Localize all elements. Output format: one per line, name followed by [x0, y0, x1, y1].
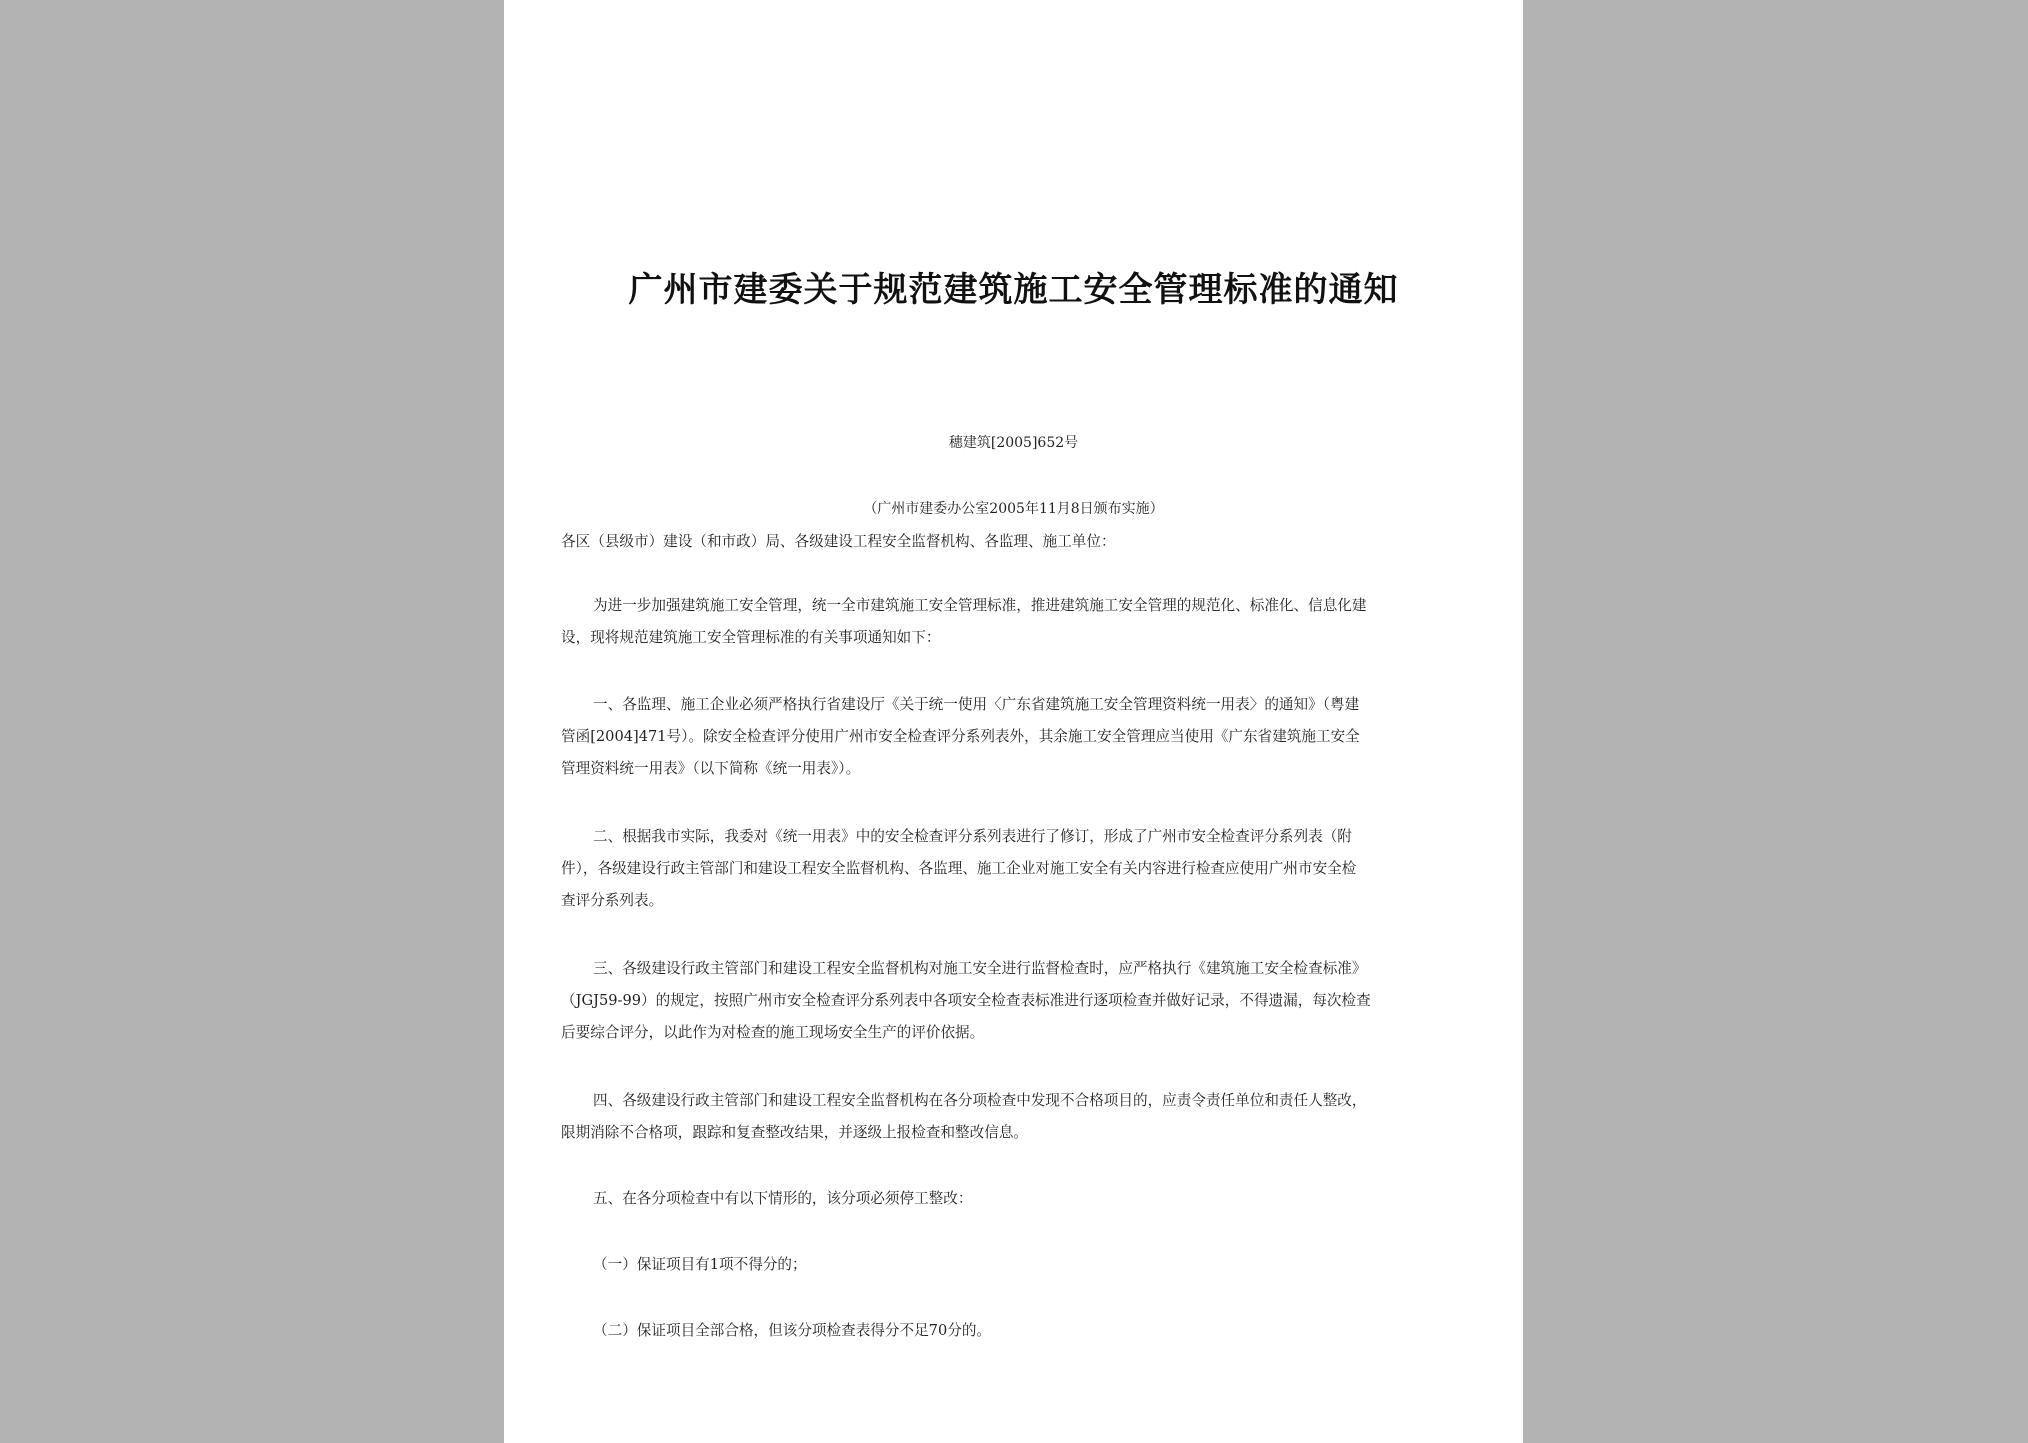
document-page — [504, 0, 1523, 1443]
paragraph-line: 管理资料统一用表》（以下简称《统一用表》）。 — [561, 760, 861, 777]
item-2-paragraph — [561, 821, 1467, 917]
paragraph-line: 限期消除不合格项，跟踪和复查整改结果，并逐级上报检查和整改信息。 — [561, 1124, 1029, 1141]
paragraph-line: （JGJ59-99）的规定，按照广州市安全检查评分系列表中各项安全检查表标准进行逐项检查并做好记录，不得遗漏，每次检查 — [561, 992, 1371, 1009]
intro-paragraph — [561, 590, 1467, 654]
sub-item-1 — [561, 1249, 1467, 1281]
paragraph-line: 件），各级建设行政主管部门和建设工程安全监督机构、各监理、施工企业对施工安全有关内容进行检查应使用广州市安全检 — [561, 860, 1357, 877]
sub-item-2 — [561, 1315, 1467, 1347]
paragraph-line: 五、在各分项检查中有以下情形的，该分项必须停工整改： — [593, 1190, 973, 1207]
paragraph-line: （一）保证项目有1项不得分的； — [593, 1256, 807, 1273]
paragraph-line: 查评分系列表。 — [561, 892, 664, 909]
item-5-paragraph — [561, 1183, 1467, 1215]
paragraph-line: 一、各监理、施工企业必须严格执行省建设厅《关于统一使用〈广东省建筑施工安全管理资料统一用表〉的通知》（粤建 — [593, 696, 1360, 713]
paragraph-line: 管函[2004]471号）。除安全检查评分使用广州市安全检查评分系列表外，其余施工安全管理应当使用《广东省建筑施工安全 — [561, 728, 1360, 745]
document-title: 广州市建委关于规范建筑施工安全管理标准的通知 — [628, 270, 1399, 310]
item-1-paragraph — [561, 689, 1467, 785]
recipients-line — [561, 526, 1467, 558]
recipients-text: 各区（县级市）建设（和市政）局、各级建设工程安全监督机构、各监理、施工单位： — [561, 533, 1116, 550]
paragraph-line: 为进一步加强建筑施工安全管理，统一全市建筑施工安全管理标准，推进建筑施工安全管理的规范化、标准化、信息化建 — [593, 597, 1367, 614]
document-number: 穗建筑[2005]652号 — [948, 435, 1079, 451]
paragraph-line: 三、各级建设行政主管部门和建设工程安全监督机构对施工安全进行监督检查时，应严格执行《建筑施工安全检查标准》 — [593, 960, 1367, 977]
paragraph-line: 四、各级建设行政主管部门和建设工程安全监督机构在各分项检查中发现不合格项目的，应责令责任单位和责任人整改， — [593, 1092, 1367, 1109]
issuance-note: （广州市建委办公室2005年11月8日颁布实施） — [863, 501, 1164, 517]
paragraph-line: （二）保证项目全部合格，但该分项检查表得分不足70分的。 — [593, 1322, 992, 1339]
paragraph-line: 二、根据我市实际，我委对《统一用表》中的安全检查评分系列表进行了修订，形成了广州市安全检查评分系列表（附 — [593, 828, 1352, 845]
paragraph-line: 设，现将规范建筑施工安全管理标准的有关事项通知如下： — [561, 629, 941, 646]
item-3-paragraph — [561, 953, 1467, 1049]
item-4-paragraph — [561, 1085, 1467, 1149]
paragraph-line: 后要综合评分，以此作为对检查的施工现场安全生产的评价依据。 — [561, 1024, 985, 1041]
